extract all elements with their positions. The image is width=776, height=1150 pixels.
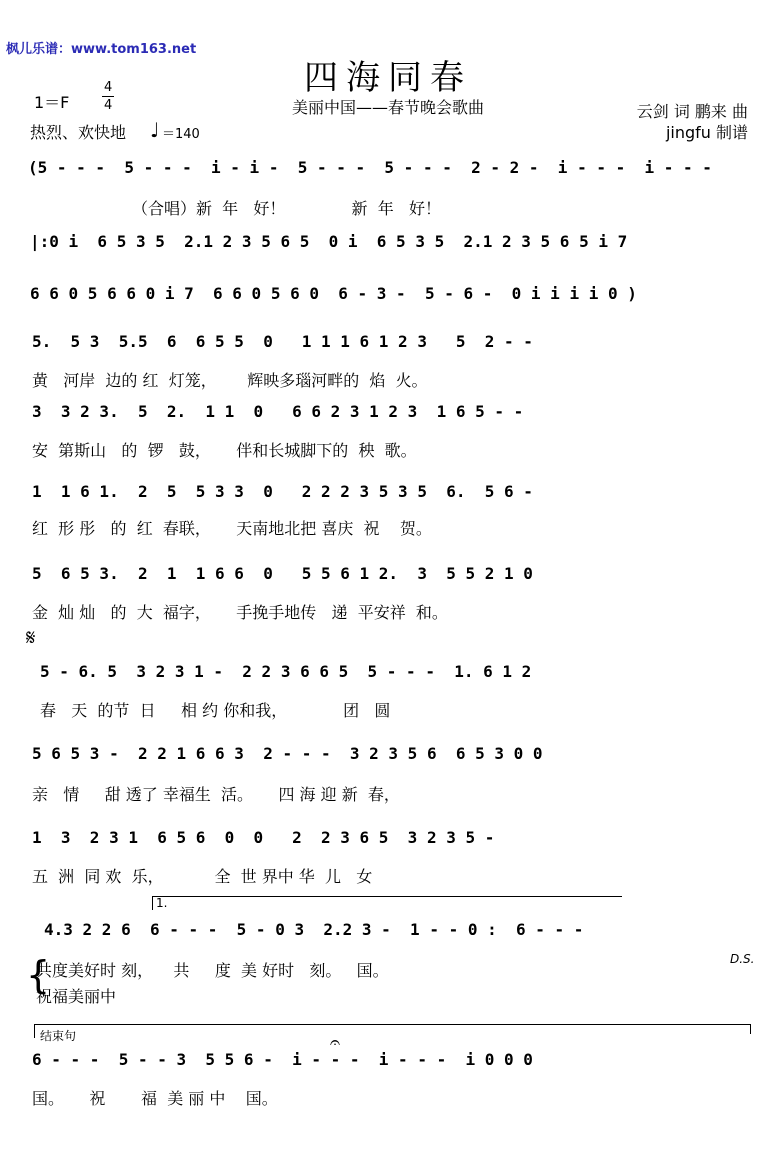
lyrics-line-12: 国。 祝 福 美 丽 中 国。 — [32, 1089, 278, 1108]
song-title: 四海同春 — [304, 58, 472, 98]
lyrics-line-11: 共度美好时 刻， 共 度 美 好时 刻。 国。 — [36, 961, 389, 980]
key-signature: 1＝F — [34, 93, 70, 112]
ds-sign: D.S. — [730, 952, 755, 966]
lyrics-line-6: 红 形 彤 的 红 春联， 天南地北把 喜庆 祝 贺。 — [32, 519, 432, 538]
lyrics-line-7: 金 灿 灿 的 大 福字， 手挽手地传 递 平安祥 和。 — [32, 603, 448, 622]
score-line-3: 6 6 0 5 6 6 0 i 7 6 6 0 5 6 0 6 - 3 - 5 - 6 - 0 i i i i 0 ) — [30, 284, 637, 303]
segno-sign: 𝄋 — [26, 626, 36, 651]
score-line-2: |:0 i 6 5 3 5 2.1 2 3 5 6 5 0 i 6 5 3 5 2.1 2 3 5 6 5 i 7 — [30, 232, 628, 251]
lyrics-line-9: 亲 情 甜 透了 幸福生 活。 四 海 迎 新 春， — [32, 785, 400, 804]
volta-bracket — [152, 896, 622, 897]
score-line-4: 5. 5 3 5.5 6 6 5 5 0 1 1 1 6 1 2 3 5 2 - - — [32, 332, 533, 351]
score-line-12: 6 - - - 5 - - 3 5 5 6 - i - - - i - - - i 0 0 0 — [32, 1050, 533, 1069]
volta-bracket-start — [152, 896, 153, 910]
score-line-7: 5 6 5 3. 2 1 1 6 6 0 5 5 6 1 2. 3 5 5 2 1 0 — [32, 564, 533, 583]
score-line-8: 5 - 6. 5 3 2 3 1 - 2 2 3 6 6 5 5 - - - 1. 6 1 2 — [40, 662, 532, 681]
tempo-text: 热烈、欢快地 — [30, 123, 127, 142]
time-signature-top: 4 — [104, 80, 113, 95]
quarter-note-icon: ♩ — [150, 118, 160, 142]
volta-1-label: 1. — [156, 896, 168, 910]
coda-bracket — [34, 1024, 750, 1025]
coda-label: 结束句 — [40, 1029, 77, 1043]
coda-bracket-start — [34, 1024, 35, 1038]
tempo-value: ＝140 — [162, 127, 200, 142]
lyrics-line-11b: 祝福美丽中 — [36, 987, 117, 1006]
lyrics-line-5: 安 第斯山 的 锣 鼓， 伴和长城脚下的 秧 歌。 — [32, 441, 417, 460]
score-line-10: 1 3 2 3 1 6 5 6 0 0 2 2 3 6 5 3 2 3 5 - — [32, 828, 495, 847]
lyrics-line-4: 黄 河岸 边的 红 灯笼， 辉映多瑙河畔的 焰 火。 — [32, 371, 428, 390]
fermata-icon: 𝄐 — [330, 1032, 341, 1053]
lyricist-composer: 云剑 词 鹏来 曲 — [636, 102, 748, 121]
lyrics-line-10: 五 洲 同 欢 乐， 全 世 界中 华 儿 女 — [32, 867, 373, 886]
score-line-9: 5 6 5 3 - 2 2 1 6 6 3 2 - - - 3 2 3 5 6 6 5 3 0 0 — [32, 744, 543, 763]
song-subtitle: 美丽中国——春节晚会歌曲 — [291, 98, 484, 117]
lyrics-brace: { — [26, 953, 51, 997]
site-watermark: 枫儿乐谱：www.tom163.net — [6, 42, 197, 57]
score-line-6: 1 1 6 1. 2 5 5 3 3 0 2 2 2 3 5 3 5 6. 5 6 - — [32, 482, 533, 501]
score-line-5: 3 3 2 3. 5 2. 1 1 0 6 6 2 3 1 2 3 1 6 5 - - — [32, 402, 524, 421]
time-signature-rule — [102, 96, 114, 97]
coda-bracket-end — [750, 1024, 751, 1034]
lyrics-line-intro: （合唱）新 年 好！ 新 年 好！ — [132, 199, 441, 218]
lyrics-line-8: 春 天 的节 日 相 约 你和我， 团 圆 — [40, 701, 391, 720]
engraver: jingfu 制谱 — [665, 123, 748, 142]
score-line-intro: (5 - - - 5 - - - i - i - 5 - - - 5 - - - 2 - 2 - i - - - i - - - — [28, 158, 712, 177]
score-line-11: 4.3 2 2 6 6 - - - 5 - 0 3 2.2 3 - 1 - - 0 : 6 - - - — [44, 920, 584, 939]
time-signature-bottom: 4 — [104, 98, 113, 113]
